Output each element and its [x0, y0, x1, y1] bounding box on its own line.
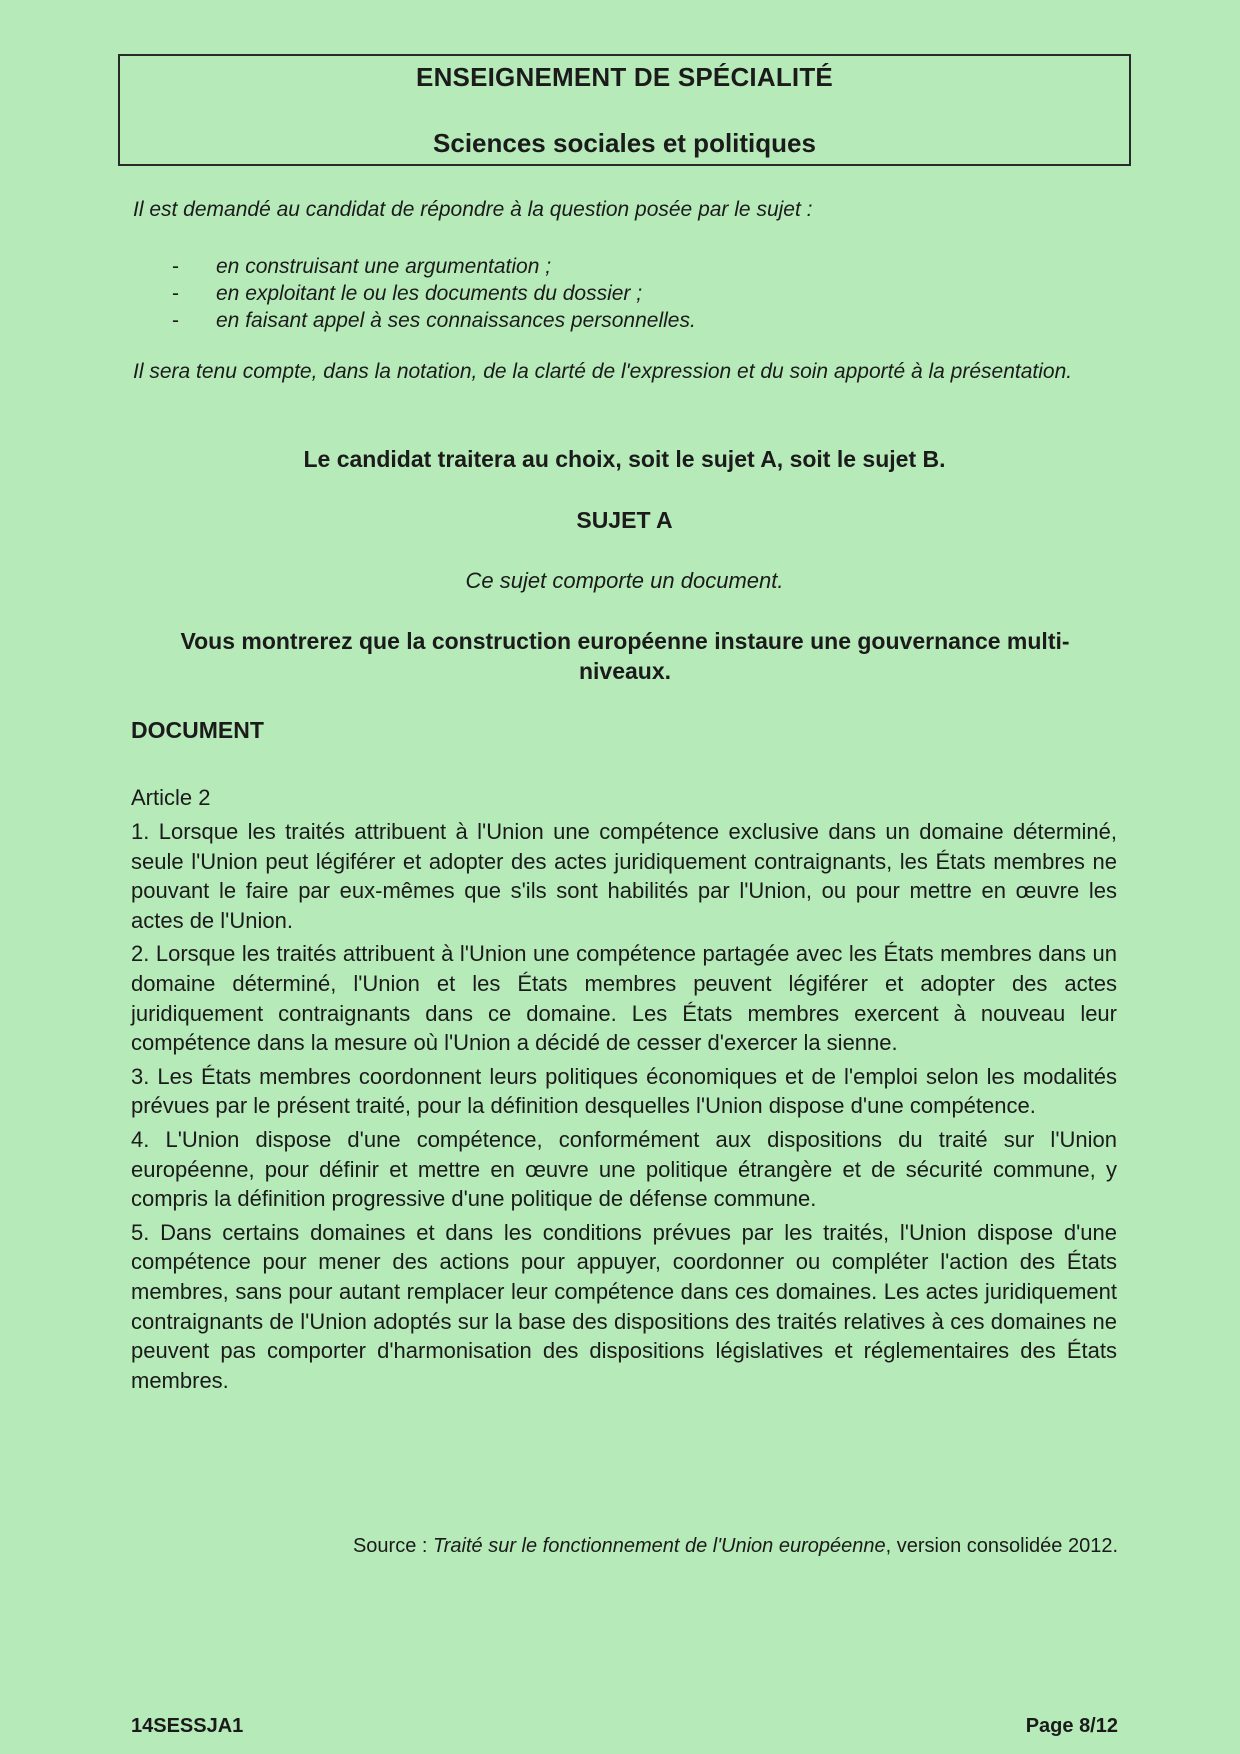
header-title: ENSEIGNEMENT DE SPÉCIALITÉ	[416, 62, 833, 92]
notation-note: Il sera tenu compte, dans la notation, de la clarté de l'expression et du soin apporté à la présentation.	[133, 360, 1073, 383]
article-paragraph: 2. Lorsque les traités attribuent à l'Union une compétence partagée avec les États membres dans un domaine déterminé, l'Union et les États membres peuvent légiférer et adopter des actes juridiquement contraignants dans ce domaine. Les États membres exercent à nouveau leur compétence dans la mesure où l'Union a décidé de cesser d'exercer la sienne.	[131, 941, 1117, 1056]
header-box	[118, 54, 1131, 166]
article-paragraph: 5. Dans certains domaines et dans les conditions prévues par les traités, l'Union dispose d'une compétence pour mener des actions pour appuyer, coordonner ou compléter l'action des États membres, sans pour autant remplacer leur compétence dans ces domaines. Les actes juridiquement contraignants de l'Union adoptés sur la base des dispositions des traités relatives à ces domaines ne peuvent pas comporter d'harmonisation des dispositions législatives et réglementaires des États membres.	[131, 1219, 1117, 1393]
document-heading: DOCUMENT	[131, 717, 264, 743]
bullet-marker: -	[172, 282, 179, 305]
source-prefix: Source :	[352, 1535, 433, 1557]
footer-page-number: Page 8/12	[1025, 1715, 1118, 1737]
instructions-intro: Il est demandé au candidat de répondre à la question posée par le sujet :	[133, 198, 813, 221]
bullet-marker: -	[172, 309, 179, 332]
bullet-marker: -	[172, 255, 179, 278]
header-subtitle: Sciences sociales et politiques	[433, 128, 816, 158]
article-paragraph: 4. L'Union dispose d'une compétence, conformément aux dispositions du traité sur l'Union européenne, pour définir et mettre en œuvre une politique étrangère et de sécurité commune, y compris la définition progressive d'une politique de défense commune.	[131, 1126, 1117, 1212]
list-item	[162, 280, 1062, 307]
subject-description: Ce sujet comporte un document.	[465, 568, 784, 593]
list-item-text: en exploitant le ou les documents du dossier ;	[216, 282, 643, 305]
instructions-list	[162, 253, 1062, 334]
source-title: Traité sur le fonctionnement de l'Union européenne	[433, 1535, 886, 1557]
list-item	[162, 307, 1062, 334]
subject-question: Vous montrerez que la construction européenne instaure une gouvernance multi-niveaux.	[180, 628, 1070, 684]
footer-code: 14SESSJA1	[131, 1715, 244, 1737]
subject-label: SUJET A	[576, 507, 673, 533]
article-title: Article 2	[131, 785, 211, 810]
list-item-text: en construisant une argumentation ;	[216, 255, 552, 278]
list-item-text: en faisant appel à ses connaissances personnelles.	[216, 309, 696, 332]
article-paragraph: 3. Les États membres coordonnent leurs politiques économiques et de l'emploi selon les modalités prévues par le présent traité, pour la définition desquelles l'Union dispose d'une compétence.	[131, 1063, 1117, 1119]
list-item	[162, 253, 1062, 280]
source-suffix: , version consolidée 2012.	[885, 1535, 1118, 1557]
article-paragraph: 1. Lorsque les traités attribuent à l'Union une compétence exclusive dans un domaine déterminé, seule l'Union peut légiférer et adopter des actes juridiquement contraignants, les États membres ne pouvant le faire par eux-mêmes que s'ils sont habilités par l'Union, ou pour mettre en œuvre les actes de l'Union.	[131, 819, 1117, 933]
document-source	[353, 1535, 1118, 1558]
subject-choice: Le candidat traitera au choix, soit le sujet A, soit le sujet B.	[303, 446, 946, 472]
article-body	[131, 817, 1117, 1399]
